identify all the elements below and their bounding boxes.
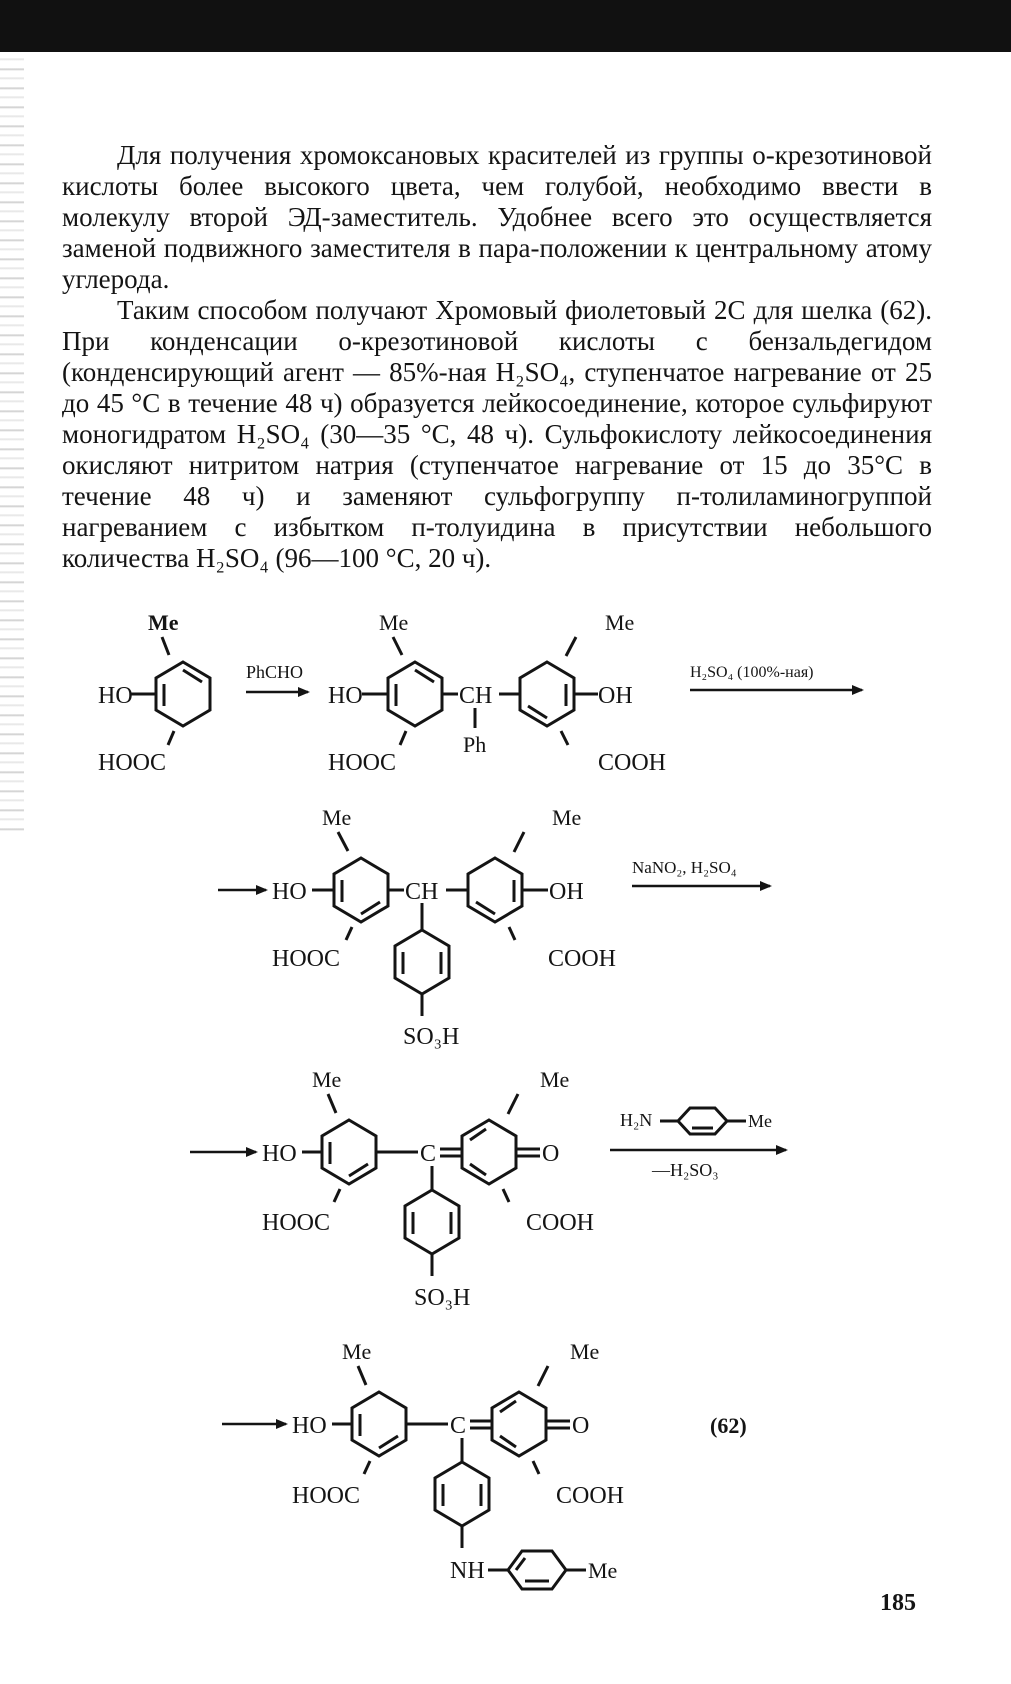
- c-label: C: [450, 1413, 467, 1439]
- row-2-sulfonic-acid: [218, 805, 616, 1050]
- ho-label: HO: [328, 683, 363, 709]
- me-label: Me: [322, 805, 352, 830]
- c-label: C: [420, 1141, 437, 1167]
- ch-label: CH: [459, 683, 493, 709]
- me-label: Me: [570, 1339, 600, 1364]
- arrow-step-3: [632, 858, 772, 891]
- hooc-label: HOOC: [98, 750, 167, 776]
- h2n-label: H₂N: [620, 1110, 653, 1130]
- arrow-step-2: [690, 664, 864, 695]
- row-1-leuco-compound: [328, 610, 666, 776]
- paragraph-1: Для получения хромоксановых красителей из группы о-крезотиновой кислоты более высокого цвета, чем голубой, необходимо ввести в молекулу второй ЭД-заместитель. Удобнее всего это осуществляется заменой подвижного заместителя в пара-положении к центральному атому углерода.: [62, 140, 932, 294]
- cooh-label: COOH: [556, 1483, 625, 1509]
- hooc-label: HOOC: [328, 750, 397, 776]
- ho-label: HO: [262, 1141, 297, 1167]
- me-label: Me: [748, 1111, 772, 1131]
- arrow-step-4: [610, 1108, 788, 1180]
- o-label: O: [542, 1141, 560, 1167]
- hooc-label: HOOC: [262, 1210, 331, 1236]
- me-label: Me: [379, 610, 409, 635]
- row-1-o-cresotinic-acid: [98, 610, 210, 776]
- cooh-label: COOH: [598, 750, 667, 776]
- ho-label: HO: [272, 879, 307, 905]
- me-label: Me: [552, 805, 582, 830]
- ho-label: HO: [292, 1413, 327, 1439]
- me-label: Me: [540, 1067, 570, 1092]
- me-label: Me: [605, 610, 635, 635]
- me-label: Me: [342, 1339, 372, 1364]
- ho-label: HO: [98, 683, 133, 709]
- me-label: Me: [148, 610, 179, 635]
- row-3-quinoid-sulfonic-acid: [190, 1067, 594, 1311]
- so3h-label: SO₃H: [403, 1024, 460, 1050]
- oh-label: OH: [598, 683, 633, 709]
- step4-byproduct: —H₂SO₃: [652, 1160, 719, 1180]
- step3-reagent: NaNO₂, H₂SO₄: [632, 858, 737, 877]
- so3h-label: SO₃H: [414, 1285, 471, 1311]
- me-label: Me: [588, 1558, 618, 1583]
- nh-label: NH: [450, 1558, 485, 1584]
- me-label: Me: [312, 1067, 342, 1092]
- step1-reagent: PhCHO: [246, 662, 304, 682]
- cooh-label: COOH: [526, 1210, 595, 1236]
- cooh-label: COOH: [548, 946, 617, 972]
- paragraph-2: Таким способом получают Хромовый фиолетовый 2С для шелка (62). При конденсации о-крезотиновой кислоты с бензальдегидом (конденсирующий агент — 85%-ная H₂SO₄, ступенчатое нагревание от 25 до 45 °С в течение 48 ч) образуется лейкосоединение, которое сульфируют моногидратом H₂SO₄ (30—35 °С, 48 ч). Сульфокислоту лейкосоединения окисляют нитритом натрия (ступенчатое нагревание от 15 до 35°С в течение 48 ч) и заменяют сульфогруппу п-толиламиногруппой нагреванием с избытком п-толуидина в присутствии небольшого количества H₂SO₄ (96—100 °С, 20 ч).: [62, 295, 932, 573]
- compound-number: (62): [710, 1413, 747, 1438]
- o-label: O: [572, 1413, 590, 1439]
- hooc-label: HOOC: [292, 1483, 361, 1509]
- row-4-product-62: [222, 1339, 747, 1589]
- ph-label: Ph: [463, 732, 487, 757]
- step2-reagent: H₂SO₄ (100%-ная): [690, 664, 814, 681]
- arrow-step-1: [246, 662, 310, 697]
- hooc-label: HOOC: [272, 946, 341, 972]
- oh-label: OH: [549, 879, 584, 905]
- ch-label: CH: [405, 879, 439, 905]
- page-number: 185: [880, 1590, 916, 1616]
